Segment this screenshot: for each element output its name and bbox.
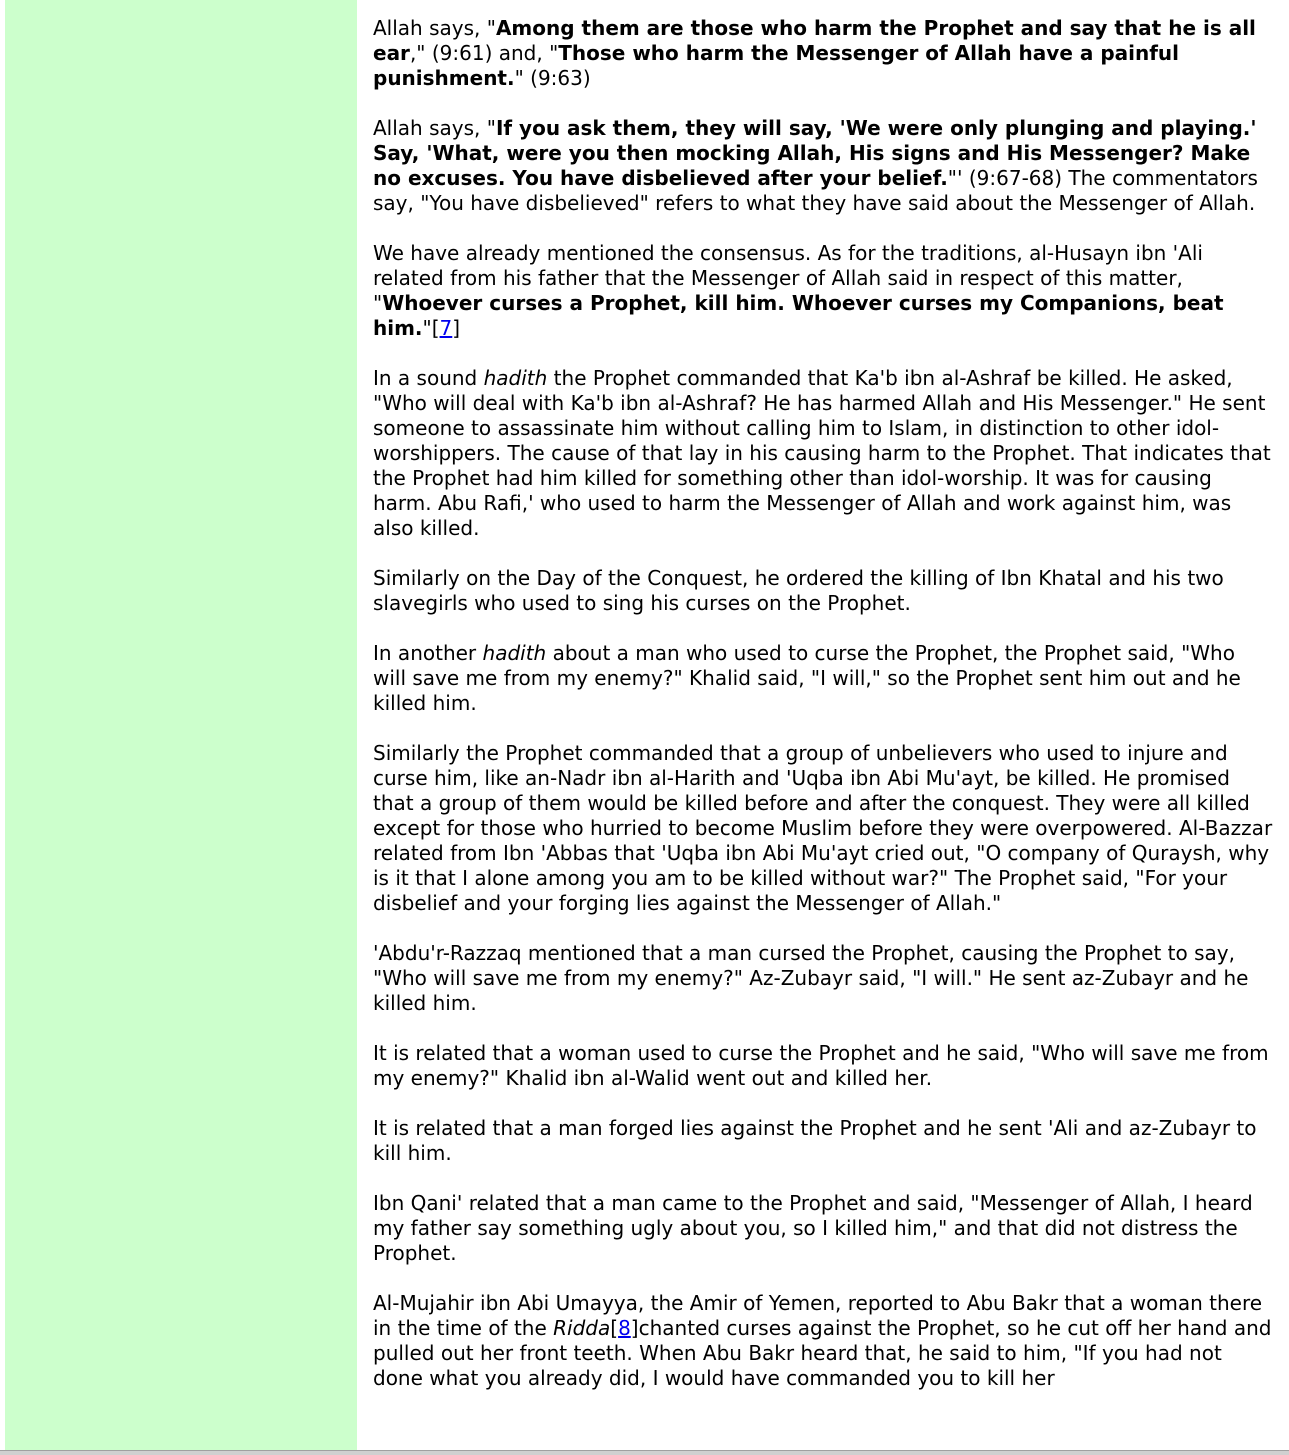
paragraph-11: Ibn Qani' related that a man came to the Prophet and said, "Messenger of Allah, I heard my father say something ugly about you, so I killed him," and that did not distress the Prophet. (373, 1191, 1253, 1265)
paragraph-8: 'Abdu'r-Razzaq mentioned that a man cursed the Prophet, causing the Prophet to say, "Who will save me from my enemy?" Az-Zubayr said, "I will." He sent az-Zubayr and he killed him. (373, 941, 1249, 1015)
text: Al-Mujahir ibn Abi Umayya, the Amir of Yemen, reported to Abu Bakr that a woman there in the time of the (373, 1291, 1263, 1340)
text: Allah says, " (373, 116, 496, 140)
sidebar-panel (5, 0, 357, 1450)
text: ] (452, 316, 461, 340)
paragraph-6 (373, 641, 1273, 716)
paragraph-3 (373, 241, 1273, 341)
footnote-link-7[interactable]: 7 (439, 316, 453, 340)
paragraph-7: Similarly the Prophet commanded that a group of unbelievers who used to injure and curse him, like an-Nadr ibn al-Harith and 'Uqba ibn Abi Mu'ayt, be killed. He promised that a group of them would be killed before and after the conquest. They were all killed except for those who hurried to become Muslim before they were overpowered. Al-Bazzar related from Ibn 'Abbas that 'Uqba ibn Abi Mu'ayt cried out, "O company of Quraysh, why is it that I alone among you am to be killed without war?" The Prophet said, "For your disbelief and your forging lies against the Messenger of Allah." (373, 741, 1273, 915)
paragraph-10: It is related that a man forged lies against the Prophet and he sent 'Ali and az-Zubayr to kill him. (373, 1116, 1257, 1165)
paragraph-5: Similarly on the Day of the Conquest, he ordered the killing of Ibn Khatal and his two slavegirls who used to sing his curses on the Prophet. (373, 566, 1224, 615)
quran-quote: If you ask them, they will say, 'We were only plunging and playing.' Say, 'What, were you then mocking Allah, His signs and His Messenger? Make no excuses. You have disbelieved after your belief. (373, 116, 1257, 190)
text: about a man who used to curse the Prophet, the Prophet said, "Who will save me from my enemy?" Khalid said, "I will," so the Prophet sent him out and he killed him. (373, 641, 1241, 715)
paragraph-9: It is related that a woman used to curse the Prophet and he said, "Who will save me from my enemy?" Khalid ibn al-Walid went out and killed her. (373, 1041, 1269, 1090)
paragraph-2 (373, 116, 1273, 216)
text: the Prophet commanded that Ka'b ibn al-Ashraf be killed. He asked, "Who will deal with Ka'b ibn al-Ashraf? He has harmed Allah and His Messenger." He sent someone to assassinate him without calling him to Islam, in distinction to other idol-worshippers. The cause of that lay in his causing harm to the Prophet. That indicates that the Prophet had him killed for something other than idol-worship. It was for causing harm. Abu Rafi,' who used to harm the Messenger of Allah and work against him, was also killed. (373, 366, 1271, 540)
text: We have already mentioned the consensus. As for the traditions, al-Husayn ibn 'Ali related from his father that the Messenger of Allah said in respect of this matter, " (373, 241, 1203, 315)
window-bottom-edge (0, 1450, 1289, 1455)
text: In a sound (373, 366, 484, 390)
quran-quote: Those who harm the Messenger of Allah have a painful punishment. (373, 41, 1180, 90)
text: "' (9:67-68) The commentators say, "You have disbelieved" refers to what they have said about the Messenger of Allah. (373, 166, 1258, 215)
text: [ (610, 1316, 619, 1340)
paragraph-1 (373, 16, 1273, 91)
quran-quote: Among them are those who harm the Prophet and say that he is all ear (373, 16, 1256, 65)
paragraph-12 (373, 1291, 1273, 1391)
text: ]chanted curses against the Prophet, so he cut off her hand and pulled out her front teeth. When Abu Bakr heard that, he said to him, "If you had not done what you already did, I would have commanded you to kill her (373, 1316, 1272, 1390)
text: Allah says, " (373, 16, 496, 40)
italic-term: hadith (483, 366, 548, 390)
italic-term: hadith (482, 641, 547, 665)
italic-term: Ridda (553, 1316, 611, 1340)
text: " (9:63) (514, 66, 591, 90)
text: In another (373, 641, 483, 665)
paragraph-4 (373, 366, 1273, 541)
article-body (373, 16, 1273, 1416)
hadith-quote: Whoever curses a Prophet, kill him. Whoever curses my Companions, beat him. (373, 291, 1224, 340)
text: "[ (422, 316, 440, 340)
text: ," (9:61) and, " (409, 41, 559, 65)
footnote-link-8[interactable]: 8 (618, 1316, 631, 1340)
